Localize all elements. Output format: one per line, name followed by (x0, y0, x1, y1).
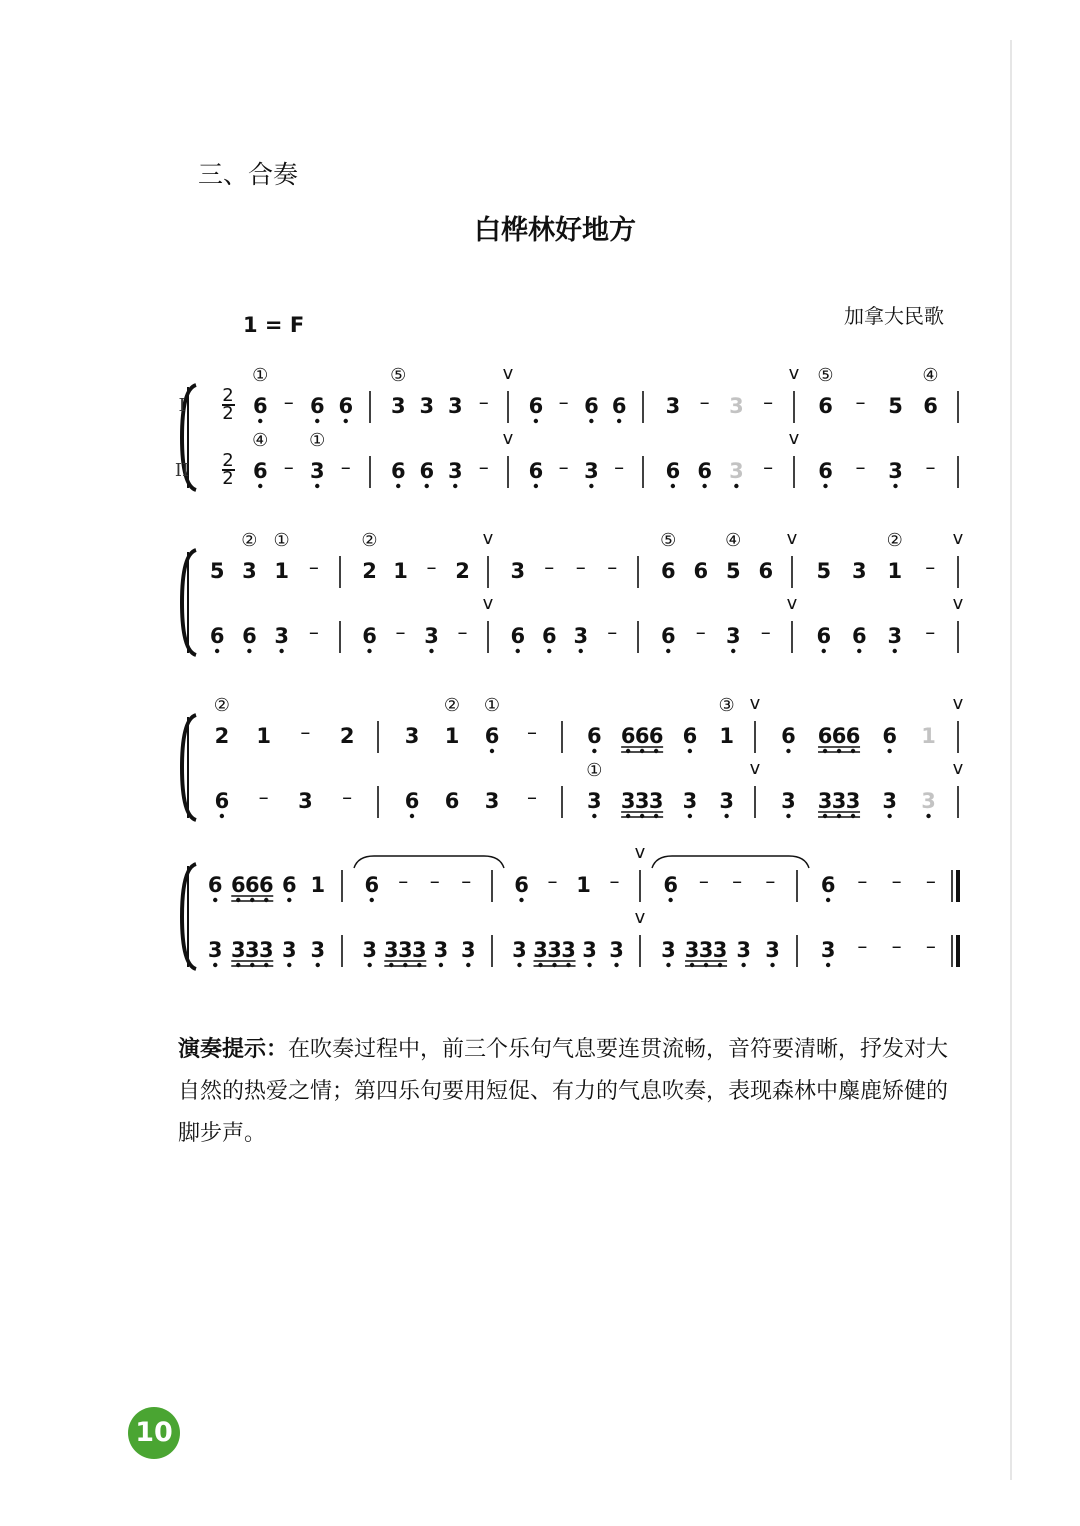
sustain-dash: – (558, 455, 569, 479)
note: 6 (817, 724, 833, 748)
fingering-mark: ④ (252, 430, 269, 451)
octave-dot-low (396, 484, 400, 488)
part-label-1: I (178, 395, 186, 416)
octave-dot-low (316, 963, 320, 967)
section-heading: 三、合奏 (198, 160, 299, 189)
octave-dot-low (926, 814, 930, 818)
octave-dot-low (731, 649, 735, 653)
sustain-dash: – (527, 785, 537, 809)
octave-dot-low (617, 419, 621, 423)
note: 3 (424, 624, 439, 648)
note: 3 (309, 459, 325, 483)
sustain-dash: – (855, 390, 866, 414)
octave-dot-low (287, 898, 291, 902)
composer-credit: 加拿大民歌 (844, 304, 944, 328)
note: 3 (207, 938, 223, 962)
fingering-mark: ② (241, 530, 258, 551)
sustain-dash: – (478, 455, 489, 479)
octave-dot-low (344, 419, 348, 423)
octave-dot-low (887, 814, 891, 818)
octave-dot-low (666, 963, 670, 967)
fingering-mark: ④ (725, 530, 742, 551)
note: 6 (611, 394, 627, 418)
sustain-dash: – (558, 390, 569, 414)
octave-dot-low (724, 814, 728, 818)
sustain-dash: – (614, 455, 625, 479)
note: 6 (484, 724, 500, 748)
breath-mark: v (788, 428, 800, 449)
note: 6 (244, 873, 260, 897)
note: 2 (455, 559, 470, 583)
octave-dot-low (741, 963, 745, 967)
octave-dot-low (786, 749, 790, 753)
note: 5 (209, 559, 225, 583)
octave-dot-low (215, 649, 219, 653)
note: 3 (419, 394, 435, 418)
note: 3 (533, 938, 548, 962)
sustain-dash: – (426, 555, 437, 579)
note: 6 (660, 559, 676, 583)
octave-dot-low (671, 484, 675, 488)
note: 3 (484, 789, 500, 813)
octave-dot-low (734, 484, 738, 488)
note: 3 (274, 624, 289, 648)
time-sig-bottom: 2 (222, 403, 234, 424)
sustain-dash: – (857, 934, 868, 958)
note: 3 (281, 938, 297, 962)
sustain-dash: – (342, 785, 353, 809)
note: 1 (576, 873, 591, 897)
song-title: 白桦林好地方 (474, 215, 636, 246)
octave-dot-low (579, 649, 583, 653)
note: 3 (609, 938, 624, 962)
note: 6 (697, 459, 712, 483)
octave-dot-low (258, 419, 262, 423)
note: 6 (541, 624, 557, 648)
note: 3 (390, 394, 406, 418)
sustain-dash: – (457, 620, 468, 644)
note: 3 (719, 789, 734, 813)
note: 3 (851, 559, 867, 583)
note: 3 (888, 459, 903, 483)
note: 6 (214, 789, 230, 813)
sustain-dash: – (395, 620, 406, 644)
note: 6 (634, 724, 650, 748)
fingering-mark: ① (586, 760, 603, 781)
sustain-dash: – (547, 869, 558, 893)
note: 6 (923, 394, 938, 418)
note: 6 (693, 559, 709, 583)
note: 3 (736, 938, 751, 962)
note: 6 (584, 394, 599, 418)
note: 3 (887, 624, 903, 648)
note: 6 (660, 624, 676, 648)
note: 6 (258, 873, 274, 897)
fingering-mark: ⑤ (817, 365, 834, 386)
note: 6 (207, 873, 223, 897)
octave-dot-low (367, 649, 371, 653)
breath-mark: v (634, 907, 646, 928)
sustain-dash: – (732, 869, 743, 893)
note: 3 (882, 789, 897, 813)
octave-dot-low (425, 484, 429, 488)
note: 2 (362, 559, 377, 583)
note: 6 (528, 459, 544, 483)
time-sig-bottom: 2 (222, 468, 234, 489)
breath-mark: v (502, 428, 514, 449)
note: 6 (390, 459, 406, 483)
octave-dot-low (490, 749, 494, 753)
fingering-mark: ① (309, 430, 326, 451)
octave-dot-low (770, 963, 774, 967)
octave-dot-low (826, 963, 830, 967)
note: 3 (411, 938, 427, 962)
sustain-dash: – (340, 455, 351, 479)
sustain-dash: – (607, 555, 618, 579)
tie-slur (652, 856, 809, 868)
octave-dot-low (213, 898, 217, 902)
time-sig-top: 2 (222, 385, 234, 406)
note: 3 (433, 938, 449, 962)
note: 1 (274, 559, 289, 583)
octave-dot-low (592, 814, 596, 818)
note: 3 (460, 938, 476, 962)
sustain-dash: – (925, 555, 936, 579)
octave-dot-low (534, 484, 538, 488)
octave-dot-low (258, 484, 262, 488)
sustain-dash: – (763, 455, 774, 479)
octave-dot-low (666, 649, 670, 653)
time-sig-top: 2 (222, 450, 234, 471)
sustain-dash: – (763, 390, 774, 414)
octave-dot-low (826, 898, 830, 902)
octave-dot-low (213, 963, 217, 967)
breath-mark: v (952, 593, 964, 614)
octave-dot-low (517, 963, 521, 967)
sustain-dash: – (607, 620, 618, 644)
note: 6 (528, 394, 544, 418)
note: 3 (684, 938, 700, 962)
octave-dot-low (220, 814, 224, 818)
note: 3 (397, 938, 413, 962)
octave-dot-low (893, 484, 897, 488)
octave-dot-low (668, 898, 672, 902)
note: 3 (310, 938, 326, 962)
note: 1 (393, 559, 408, 583)
note: 6 (281, 873, 297, 897)
tie-slur (354, 856, 504, 868)
fingering-mark: ⑤ (390, 365, 407, 386)
note: 6 (364, 873, 380, 897)
breath-mark: v (786, 528, 798, 549)
tips-label: 演奏提示： (178, 1036, 289, 1062)
note: 3 (665, 394, 681, 418)
note: 3 (362, 938, 378, 962)
breath-mark: v (952, 693, 964, 714)
octave-dot-low (547, 649, 551, 653)
fingering-mark: ⑤ (660, 530, 677, 551)
note: 3 (921, 789, 936, 813)
note: 3 (512, 938, 527, 962)
note: 3 (712, 938, 728, 962)
octave-dot-low (279, 649, 283, 653)
fingering-mark: ② (361, 530, 378, 551)
octave-dot-low (589, 419, 593, 423)
note: 3 (582, 938, 597, 962)
sustain-dash: – (527, 720, 537, 744)
tips-body: 在吹奏过程中，前三个乐句气息要连贯流畅，音符要清晰，抒发对大自然的热爱之情；第四乐句要用短促、有力的气息吹奏，表现森林中麋鹿矫健的脚步声。 (178, 1037, 949, 1146)
octave-dot-low (367, 963, 371, 967)
note: 2 (214, 724, 230, 748)
octave-dot-low (519, 898, 523, 902)
octave-dot-low (688, 749, 692, 753)
note: 3 (634, 789, 650, 813)
note: 6 (230, 873, 246, 897)
sustain-dash: – (695, 620, 706, 644)
octave-dot-low (887, 749, 891, 753)
note: 1 (444, 724, 460, 748)
octave-dot-low (893, 649, 897, 653)
sustain-dash: – (283, 455, 294, 479)
fingering-mark: ② (443, 695, 461, 716)
octave-dot-low (410, 814, 414, 818)
octave-dot-low (534, 419, 538, 423)
page-number-badge: 10 (128, 1407, 180, 1459)
octave-dot-low (439, 963, 443, 967)
sustain-dash: – (925, 869, 936, 893)
note: 3 (230, 938, 246, 962)
note: 3 (258, 938, 274, 962)
performance-tips (178, 1028, 968, 1155)
note: 6 (252, 394, 268, 418)
note: 3 (725, 624, 741, 648)
note: 6 (781, 724, 796, 748)
sustain-dash: – (925, 934, 936, 958)
sustain-dash: – (760, 620, 771, 644)
octave-dot-low (786, 814, 790, 818)
note: 3 (587, 789, 602, 813)
octave-dot-low (466, 963, 470, 967)
note: 1 (310, 873, 326, 897)
note: 6 (620, 724, 636, 748)
fingering-mark: ① (273, 530, 290, 551)
fingering-mark: ④ (922, 365, 939, 386)
note: 6 (242, 624, 257, 648)
note: 6 (816, 624, 832, 648)
fingering-mark: ① (252, 365, 269, 386)
note: 6 (663, 873, 678, 897)
note: 6 (845, 724, 861, 748)
note: 3 (817, 789, 833, 813)
breath-mark: v (482, 528, 494, 549)
sustain-dash: – (765, 869, 776, 893)
octave-dot-low (587, 963, 591, 967)
octave-dot-low (429, 649, 433, 653)
sustain-dash: – (283, 390, 294, 414)
note: 3 (447, 394, 463, 418)
note: 5 (816, 559, 832, 583)
note: 3 (648, 789, 664, 813)
breath-mark: v (952, 528, 964, 549)
sustain-dash: – (461, 869, 472, 893)
note: 6 (882, 724, 897, 748)
note: 6 (818, 459, 833, 483)
note: 6 (404, 789, 420, 813)
sustain-dash: – (398, 869, 409, 893)
fingering-mark: ② (886, 530, 903, 551)
note: 5 (888, 394, 903, 418)
note: 6 (758, 559, 774, 583)
note: 3 (698, 938, 714, 962)
note: 6 (444, 789, 460, 813)
sustain-dash: – (891, 869, 902, 893)
sustain-dash: – (300, 720, 311, 744)
sustain-dash: – (429, 869, 440, 893)
octave-dot-low (247, 649, 251, 653)
note: 6 (309, 394, 325, 418)
note: 6 (514, 873, 529, 897)
note: 6 (648, 724, 664, 748)
note: 5 (725, 559, 741, 583)
octave-dot-low (702, 484, 706, 488)
octave-dot-low (822, 649, 826, 653)
note: 6 (510, 624, 526, 648)
note: 6 (682, 724, 698, 748)
sustain-dash: – (891, 934, 902, 958)
octave-dot-low (592, 749, 596, 753)
note: 3 (383, 938, 399, 962)
note: 3 (242, 559, 257, 583)
sustain-dash: – (857, 869, 868, 893)
breath-mark: v (786, 593, 798, 614)
note: 6 (818, 394, 833, 418)
note: 3 (573, 624, 589, 648)
breath-mark: v (634, 842, 646, 863)
note: 3 (404, 724, 420, 748)
octave-dot-low (287, 963, 291, 967)
note: 3 (831, 789, 847, 813)
breath-mark: v (749, 693, 761, 714)
octave-dot-low (823, 484, 827, 488)
octave-dot-low (589, 484, 593, 488)
note: 1 (887, 559, 903, 583)
octave-dot-low (453, 484, 457, 488)
note: 3 (584, 459, 599, 483)
octave-dot-low (688, 814, 692, 818)
note: 3 (510, 559, 526, 583)
octave-dot-low (516, 649, 520, 653)
note: 6 (419, 459, 435, 483)
breath-mark: v (482, 593, 494, 614)
note: 6 (338, 394, 354, 418)
note: 3 (298, 789, 313, 813)
sustain-dash: – (575, 555, 586, 579)
note: 6 (851, 624, 867, 648)
note: 3 (729, 394, 744, 418)
sustain-dash: – (925, 455, 936, 479)
note: 3 (447, 459, 463, 483)
note: 3 (820, 938, 836, 962)
note: 3 (561, 938, 576, 962)
note: 6 (831, 724, 847, 748)
sustain-dash: – (258, 785, 269, 809)
octave-dot-low (315, 419, 319, 423)
fingering-mark: ② (213, 695, 230, 716)
note: 1 (256, 724, 271, 748)
note: 6 (252, 459, 268, 483)
breath-mark: v (788, 363, 800, 384)
octave-dot-low (370, 898, 374, 902)
note: 1 (921, 724, 936, 748)
sustain-dash: – (308, 620, 319, 644)
note: 6 (665, 459, 681, 483)
fingering-mark: ① (483, 695, 501, 716)
key-signature: 1 = F (243, 313, 305, 337)
sustain-dash: – (925, 620, 936, 644)
note: 3 (620, 789, 636, 813)
fingering-mark: ③ (718, 695, 735, 716)
sustain-dash: – (478, 390, 489, 414)
note: 6 (362, 624, 377, 648)
octave-dot-low (614, 963, 618, 967)
note: 1 (719, 724, 734, 748)
breath-mark: v (749, 758, 761, 779)
note: 3 (547, 938, 562, 962)
breath-mark: v (952, 758, 964, 779)
sustain-dash: – (699, 390, 710, 414)
note: 3 (765, 938, 780, 962)
octave-dot-low (315, 484, 319, 488)
note: 3 (682, 789, 698, 813)
part-label-2: II (174, 460, 190, 481)
note: 6 (587, 724, 602, 748)
note: 3 (729, 459, 744, 483)
note: 3 (781, 789, 796, 813)
sustain-dash: – (698, 869, 709, 893)
note: 3 (661, 938, 676, 962)
note: 3 (845, 789, 861, 813)
note: 3 (244, 938, 260, 962)
sustain-dash: – (544, 555, 555, 579)
sustain-dash: – (308, 555, 319, 579)
breath-mark: v (502, 363, 514, 384)
sustain-dash: – (609, 869, 620, 893)
note: 6 (820, 873, 836, 897)
octave-dot-low (857, 649, 861, 653)
sustain-dash: – (855, 455, 866, 479)
note: 2 (339, 724, 355, 748)
note: 6 (209, 624, 225, 648)
